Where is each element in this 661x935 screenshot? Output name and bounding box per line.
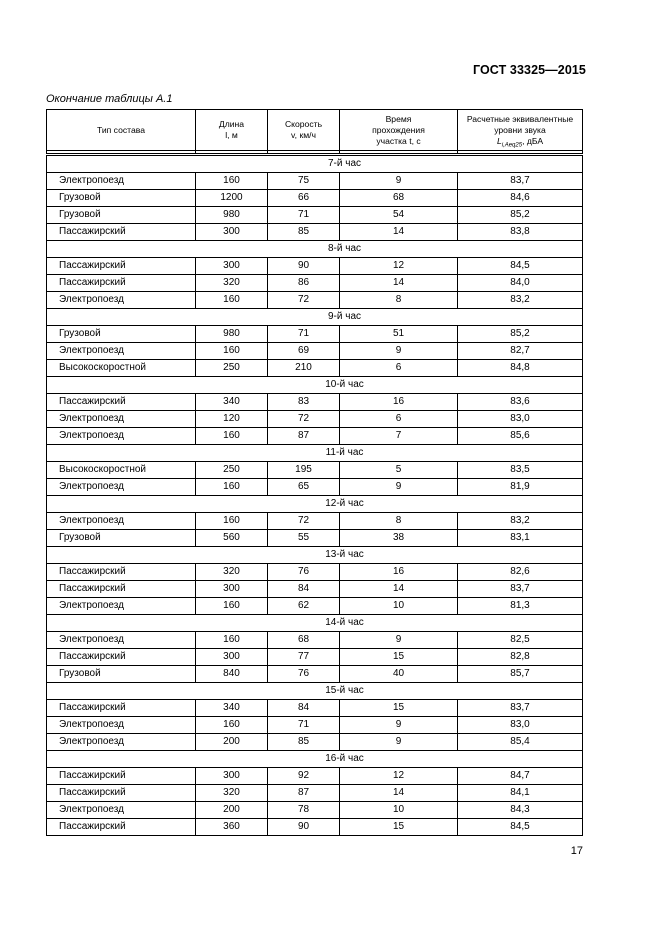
length-cell: 250 [196, 360, 268, 377]
time-cell: 8 [340, 513, 458, 530]
level-cell: 83,2 [458, 292, 583, 309]
level-cell: 83,7 [458, 581, 583, 598]
table-row [47, 564, 583, 581]
speed-cell: 68 [268, 632, 340, 649]
table-row [47, 258, 583, 275]
table-row [47, 734, 583, 751]
length-cell: 300 [196, 649, 268, 666]
length-cell: 160 [196, 173, 268, 190]
hour-group-row [47, 683, 583, 700]
time-cell: 9 [340, 632, 458, 649]
length-cell: 560 [196, 530, 268, 547]
speed-cell: 90 [268, 819, 340, 836]
table-row [47, 530, 583, 547]
hour-group-row [47, 751, 583, 768]
length-cell: 300 [196, 224, 268, 241]
train-type-cell: Электропоезд [47, 513, 196, 530]
table-row [47, 581, 583, 598]
time-cell: 6 [340, 360, 458, 377]
time-cell: 9 [340, 343, 458, 360]
speed-cell: 92 [268, 768, 340, 785]
level-cell: 81,3 [458, 598, 583, 615]
length-cell: 200 [196, 734, 268, 751]
train-type-cell: Пассажирский [47, 564, 196, 581]
time-cell: 16 [340, 394, 458, 411]
speed-cell: 72 [268, 411, 340, 428]
column-header-type: Тип состава [47, 110, 196, 151]
train-type-cell: Пассажирский [47, 224, 196, 241]
column-header-speed: Скорость v, км/ч [268, 110, 340, 151]
hour-label: 12-й час [47, 496, 583, 513]
train-type-cell: Электропоезд [47, 598, 196, 615]
train-type-cell: Высокоскоростной [47, 360, 196, 377]
time-cell: 10 [340, 802, 458, 819]
time-cell: 12 [340, 768, 458, 785]
time-cell: 12 [340, 258, 458, 275]
train-type-cell: Пассажирский [47, 649, 196, 666]
table-row [47, 768, 583, 785]
table-body [47, 155, 583, 836]
table-row [47, 462, 583, 479]
table-row [47, 717, 583, 734]
time-cell: 14 [340, 581, 458, 598]
column-header-time: Время прохождения участка t, с [340, 110, 458, 151]
length-cell: 250 [196, 462, 268, 479]
time-cell: 16 [340, 564, 458, 581]
level-cell: 84,7 [458, 768, 583, 785]
length-cell: 340 [196, 700, 268, 717]
speed-cell: 76 [268, 666, 340, 683]
level-cell: 84,8 [458, 360, 583, 377]
time-cell: 9 [340, 734, 458, 751]
level-cell: 82,7 [458, 343, 583, 360]
length-cell: 120 [196, 411, 268, 428]
table-row [47, 190, 583, 207]
speed-cell: 86 [268, 275, 340, 292]
length-cell: 160 [196, 428, 268, 445]
level-cell: 83,8 [458, 224, 583, 241]
level-cell: 85,6 [458, 428, 583, 445]
hour-label: 14-й час [47, 615, 583, 632]
speed-cell: 90 [268, 258, 340, 275]
speed-cell: 71 [268, 326, 340, 343]
time-cell: 15 [340, 700, 458, 717]
length-cell: 320 [196, 564, 268, 581]
length-cell: 840 [196, 666, 268, 683]
train-type-cell: Электропоезд [47, 428, 196, 445]
length-cell: 320 [196, 785, 268, 802]
hour-label: 7-й час [47, 155, 583, 173]
train-type-cell: Пассажирский [47, 258, 196, 275]
time-cell: 14 [340, 275, 458, 292]
level-cell: 83,0 [458, 717, 583, 734]
table-row [47, 632, 583, 649]
length-cell: 300 [196, 581, 268, 598]
time-cell: 9 [340, 479, 458, 496]
time-cell: 40 [340, 666, 458, 683]
length-cell: 340 [196, 394, 268, 411]
table-caption: Окончание таблицы А.1 [46, 93, 173, 105]
length-cell: 980 [196, 326, 268, 343]
level-cell: 85,2 [458, 207, 583, 224]
level-cell: 84,5 [458, 258, 583, 275]
table-row [47, 394, 583, 411]
length-cell: 320 [196, 275, 268, 292]
table-row [47, 479, 583, 496]
hour-group-row [47, 309, 583, 326]
level-cell: 83,0 [458, 411, 583, 428]
train-type-cell: Электропоезд [47, 802, 196, 819]
speed-cell: 62 [268, 598, 340, 615]
table-header-row [47, 110, 583, 151]
time-cell: 38 [340, 530, 458, 547]
hour-group-row [47, 445, 583, 462]
speed-cell: 78 [268, 802, 340, 819]
table-row [47, 700, 583, 717]
train-type-cell: Грузовой [47, 190, 196, 207]
train-type-cell: Пассажирский [47, 785, 196, 802]
level-cell: 81,9 [458, 479, 583, 496]
level-cell: 82,5 [458, 632, 583, 649]
level-cell: 85,4 [458, 734, 583, 751]
hour-label: 11-й час [47, 445, 583, 462]
train-type-cell: Электропоезд [47, 411, 196, 428]
speed-cell: 85 [268, 224, 340, 241]
speed-cell: 71 [268, 207, 340, 224]
time-cell: 15 [340, 649, 458, 666]
table-row [47, 802, 583, 819]
time-cell: 8 [340, 292, 458, 309]
hour-label: 16-й час [47, 751, 583, 768]
hour-label: 13-й час [47, 547, 583, 564]
speed-cell: 66 [268, 190, 340, 207]
speed-cell: 83 [268, 394, 340, 411]
time-cell: 9 [340, 717, 458, 734]
train-type-cell: Электропоезд [47, 343, 196, 360]
train-type-cell: Пассажирский [47, 819, 196, 836]
table-row [47, 275, 583, 292]
train-type-cell: Грузовой [47, 666, 196, 683]
length-cell: 160 [196, 343, 268, 360]
train-type-cell: Пассажирский [47, 275, 196, 292]
level-cell: 85,2 [458, 326, 583, 343]
speed-cell: 87 [268, 428, 340, 445]
level-cell: 84,1 [458, 785, 583, 802]
table-row [47, 666, 583, 683]
level-cell: 84,0 [458, 275, 583, 292]
table-row [47, 224, 583, 241]
speed-cell: 195 [268, 462, 340, 479]
length-cell: 160 [196, 479, 268, 496]
speed-cell: 71 [268, 717, 340, 734]
train-type-cell: Высокоскоростной [47, 462, 196, 479]
length-cell: 160 [196, 513, 268, 530]
time-cell: 9 [340, 173, 458, 190]
table-row [47, 513, 583, 530]
train-type-cell: Пассажирский [47, 768, 196, 785]
table-row [47, 411, 583, 428]
train-type-cell: Электропоезд [47, 479, 196, 496]
train-type-cell: Пассажирский [47, 394, 196, 411]
length-cell: 160 [196, 717, 268, 734]
train-type-cell: Электропоезд [47, 717, 196, 734]
hour-group-row [47, 377, 583, 394]
level-cell: 82,6 [458, 564, 583, 581]
level-cell: 83,5 [458, 462, 583, 479]
length-cell: 360 [196, 819, 268, 836]
level-cell: 83,7 [458, 173, 583, 190]
speed-cell: 85 [268, 734, 340, 751]
table-row [47, 326, 583, 343]
hour-label: 15-й час [47, 683, 583, 700]
document-standard-header: ГОСТ 33325—2015 [472, 63, 586, 77]
level-cell: 83,1 [458, 530, 583, 547]
length-cell: 980 [196, 207, 268, 224]
hour-group-row [47, 241, 583, 258]
length-cell: 1200 [196, 190, 268, 207]
column-header-length: Длина l, м [196, 110, 268, 151]
table-row [47, 173, 583, 190]
speed-cell: 76 [268, 564, 340, 581]
time-cell: 5 [340, 462, 458, 479]
level-cell: 84,3 [458, 802, 583, 819]
length-cell: 200 [196, 802, 268, 819]
speed-cell: 210 [268, 360, 340, 377]
train-type-cell: Грузовой [47, 530, 196, 547]
length-cell: 300 [196, 768, 268, 785]
hour-label: 10-й час [47, 377, 583, 394]
level-cell: 83,6 [458, 394, 583, 411]
length-cell: 160 [196, 292, 268, 309]
speed-cell: 72 [268, 513, 340, 530]
train-type-cell: Пассажирский [47, 700, 196, 717]
hour-group-row [47, 615, 583, 632]
hour-label: 8-й час [47, 241, 583, 258]
train-noise-table [46, 109, 583, 836]
train-type-cell: Грузовой [47, 326, 196, 343]
speed-cell: 72 [268, 292, 340, 309]
time-cell: 14 [340, 224, 458, 241]
train-type-cell: Электропоезд [47, 173, 196, 190]
train-type-cell: Грузовой [47, 207, 196, 224]
table-row [47, 343, 583, 360]
table-row [47, 360, 583, 377]
train-type-cell: Электропоезд [47, 292, 196, 309]
level-cell: 83,2 [458, 513, 583, 530]
time-cell: 7 [340, 428, 458, 445]
table-row [47, 819, 583, 836]
level-cell: 85,7 [458, 666, 583, 683]
speed-cell: 55 [268, 530, 340, 547]
hour-group-row [47, 547, 583, 564]
speed-cell: 84 [268, 700, 340, 717]
length-cell: 160 [196, 598, 268, 615]
page-number: 17 [570, 845, 583, 857]
speed-cell: 69 [268, 343, 340, 360]
time-cell: 54 [340, 207, 458, 224]
table-row [47, 207, 583, 224]
speed-cell: 75 [268, 173, 340, 190]
level-cell: 84,5 [458, 819, 583, 836]
level-cell: 83,7 [458, 700, 583, 717]
table-row [47, 292, 583, 309]
level-cell: 84,6 [458, 190, 583, 207]
hour-label: 9-й час [47, 309, 583, 326]
train-type-cell: Электропоезд [47, 734, 196, 751]
level-cell: 82,8 [458, 649, 583, 666]
speed-cell: 65 [268, 479, 340, 496]
table-row [47, 428, 583, 445]
time-cell: 6 [340, 411, 458, 428]
speed-cell: 84 [268, 581, 340, 598]
time-cell: 51 [340, 326, 458, 343]
table-row [47, 598, 583, 615]
length-cell: 160 [196, 632, 268, 649]
table-row [47, 785, 583, 802]
time-cell: 10 [340, 598, 458, 615]
table-row [47, 649, 583, 666]
train-type-cell: Пассажирский [47, 581, 196, 598]
time-cell: 14 [340, 785, 458, 802]
hour-group-row [47, 496, 583, 513]
train-type-cell: Электропоезд [47, 632, 196, 649]
speed-cell: 77 [268, 649, 340, 666]
length-cell: 300 [196, 258, 268, 275]
time-cell: 15 [340, 819, 458, 836]
column-header-level: Расчетные эквивалентные уровни звука $L_{i,Aeq25}$, дБА [458, 110, 583, 151]
time-cell: 68 [340, 190, 458, 207]
hour-group-row [47, 155, 583, 173]
speed-cell: 87 [268, 785, 340, 802]
